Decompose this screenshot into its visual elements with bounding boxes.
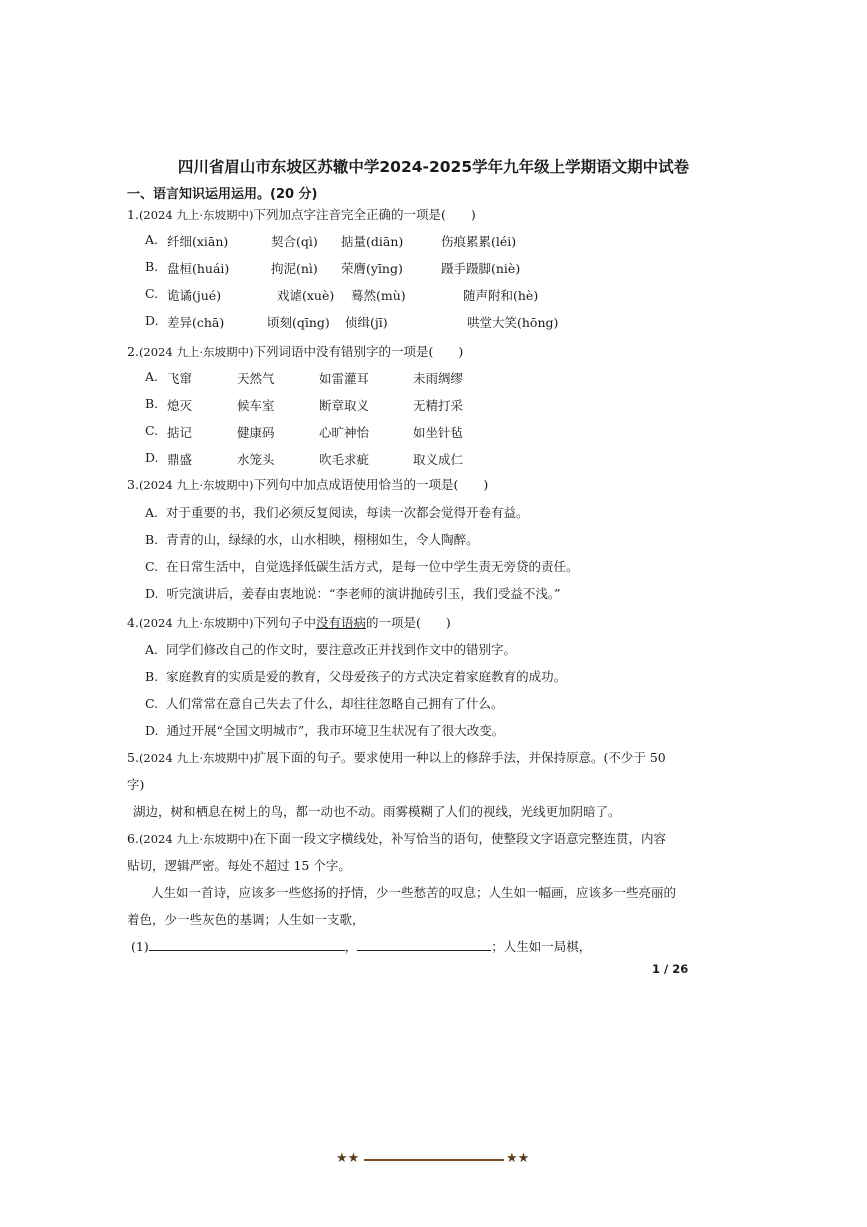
option-item: 熄灭 bbox=[167, 398, 193, 413]
question-text: 扩展下面的句子。要求使用一种以上的修辞手法，并保持原意。(不少于 50 bbox=[253, 750, 666, 765]
option-item: 候车室 bbox=[237, 398, 275, 413]
exam-title: 四川省眉山市东坡区苏辙中学2024-2025学年九年级上学期语文期中试卷 bbox=[177, 158, 690, 176]
question-4-option-b bbox=[145, 667, 566, 685]
star-icon: ★★ bbox=[506, 1151, 530, 1166]
question-3-option-a bbox=[145, 503, 528, 521]
option-item: 顷刻(qīng) bbox=[267, 315, 330, 330]
question-number: 6. bbox=[127, 831, 139, 846]
option-text: 青青的山，绿绿的水，山水相映，栩栩如生，令人陶醉。 bbox=[166, 532, 479, 547]
question-2-stem bbox=[127, 342, 463, 360]
question-6-answer-line bbox=[131, 937, 591, 955]
option-item: 如坐针毡 bbox=[413, 425, 464, 440]
option-text: 家庭教育的实质是爱的教育，父母爱孩子的方式决定着家庭教育的成功。 bbox=[166, 669, 567, 684]
option-item: 蹑手蹑脚(niè) bbox=[441, 261, 521, 276]
option-item: 盘桓(huái) bbox=[167, 261, 230, 276]
question-number: 3. bbox=[127, 477, 139, 492]
option-item: 飞窜 bbox=[167, 371, 193, 386]
option-item: 诡谲(jué) bbox=[167, 288, 222, 303]
question-source: (2024 九上·东坡期中) bbox=[138, 751, 254, 765]
question-4-option-d bbox=[145, 721, 504, 739]
option-item: 荣膺(yīng) bbox=[341, 261, 403, 276]
question-3-stem bbox=[127, 475, 488, 493]
question-6-stem bbox=[127, 829, 666, 847]
option-item: 取义成仁 bbox=[413, 452, 464, 467]
option-label: A. bbox=[145, 505, 159, 520]
option-item: 随声附和(hè) bbox=[463, 288, 539, 303]
option-text: 在日常生活中，自觉选择低碳生活方式，是每一位中学生责无旁贷的责任。 bbox=[166, 559, 579, 574]
option-label: B. bbox=[145, 532, 159, 547]
option-label: A. bbox=[145, 232, 159, 247]
question-5-stem bbox=[127, 748, 666, 766]
question-number: 1. bbox=[127, 207, 139, 222]
question-text: 下列加点字注音完全正确的一项是( ) bbox=[253, 207, 476, 222]
option-item: 戏谑(xuè) bbox=[277, 288, 335, 303]
option-item: 拘泥(nì) bbox=[271, 261, 318, 276]
blank-label: (1) bbox=[131, 939, 149, 954]
question-source: (2024 九上·东坡期中) bbox=[138, 208, 254, 222]
question-3-option-c bbox=[145, 557, 579, 575]
question-3-option-d bbox=[145, 584, 561, 602]
star-icon: ★★ bbox=[336, 1151, 360, 1166]
question-4-option-a bbox=[145, 640, 516, 658]
option-item: 掂量(diān) bbox=[341, 234, 404, 249]
option-item: 未雨绸缪 bbox=[413, 371, 464, 386]
question-number: 5. bbox=[127, 750, 139, 765]
option-label: D. bbox=[145, 313, 159, 328]
question-text: 在下面一段文字横线处，补写恰当的语句，使整段文字语意完整连贯，内容 bbox=[253, 831, 667, 846]
page-number: 1 / 26 bbox=[652, 962, 689, 976]
question-number: 2. bbox=[127, 344, 139, 359]
question-4-stem bbox=[127, 613, 451, 631]
question-text: 下列句中加点成语使用恰当的一项是( ) bbox=[253, 477, 489, 492]
question-number: 4. bbox=[127, 615, 139, 630]
option-item: 无精打采 bbox=[413, 398, 464, 413]
option-label: A. bbox=[145, 369, 159, 384]
question-source: (2024 九上·东坡期中) bbox=[138, 345, 254, 359]
option-item: 吹毛求疵 bbox=[319, 452, 370, 467]
option-item: 掂记 bbox=[167, 425, 193, 440]
option-text: 对于重要的书，我们必须反复阅读，每读一次都会觉得开卷有益。 bbox=[165, 505, 529, 520]
option-item: 鼎盛 bbox=[167, 452, 193, 467]
option-text: 听完演讲后，姜春由衷地说：“李老师的演讲抛砖引玉，我们受益不浅。” bbox=[166, 586, 561, 601]
option-item: 侦缉(jī) bbox=[345, 315, 388, 330]
option-label: B. bbox=[145, 259, 159, 274]
option-item: 水笼头 bbox=[237, 452, 275, 467]
question-3-option-b bbox=[145, 530, 479, 548]
question-source: (2024 九上·东坡期中) bbox=[138, 478, 254, 492]
option-item: 差异(chā) bbox=[167, 315, 225, 330]
question-text-underlined: 没有语病 bbox=[316, 615, 367, 630]
option-label: D. bbox=[145, 586, 159, 601]
option-item: 健康码 bbox=[237, 425, 275, 440]
question-text: 的一项是( ) bbox=[366, 615, 451, 630]
option-label: B. bbox=[145, 396, 159, 411]
option-item: 天然气 bbox=[237, 371, 275, 386]
question-5-stem-continued: 字) bbox=[127, 777, 145, 792]
option-item: 心旷神怡 bbox=[319, 425, 370, 440]
separator: ；人生如一局棋， bbox=[491, 939, 592, 954]
option-label: C. bbox=[145, 696, 159, 711]
footer-ornament bbox=[336, 1151, 532, 1167]
option-label: C. bbox=[145, 286, 159, 301]
question-source: (2024 九上·东坡期中) bbox=[138, 832, 254, 846]
answer-blank-2[interactable] bbox=[357, 938, 491, 951]
option-text: 人们常常在意自己失去了什么，却往往忽略自己拥有了什么。 bbox=[166, 696, 504, 711]
option-item: 伤痕累累(léi) bbox=[441, 234, 517, 249]
question-6-passage-line-1: 人生如一首诗，应该多一些悠扬的抒情，少一些愁苦的叹息；人生如一幅画，应该多一些亮丽的 bbox=[151, 885, 677, 900]
option-item: 纤细(xiān) bbox=[167, 234, 229, 249]
option-label: D. bbox=[145, 450, 159, 465]
ornament-divider bbox=[364, 1159, 504, 1161]
option-text: 通过开展“全国文明城市”，我市环境卫生状况有了很大改变。 bbox=[166, 723, 505, 738]
question-6-stem-continued: 贴切，逻辑严密。每处不超过 15 个字。 bbox=[127, 858, 351, 873]
question-1-stem bbox=[127, 205, 476, 223]
option-label: C. bbox=[145, 559, 159, 574]
question-6-passage-line-2: 着色，少一些灰色的基调；人生如一支歌， bbox=[127, 912, 365, 927]
separator: ， bbox=[344, 939, 358, 954]
question-text: 下列词语中没有错别字的一项是( ) bbox=[253, 344, 464, 359]
question-5-sentence: 湖边，树和栖息在树上的鸟，都一动也不动。雨雾模糊了人们的视线，光线更加阴暗了。 bbox=[133, 804, 621, 819]
section-heading: 一、语言知识运用运用。(20 分) bbox=[127, 187, 318, 202]
option-text: 同学们修改自己的作文时，要注意改正并找到作文中的错别字。 bbox=[165, 642, 516, 657]
option-label: A. bbox=[145, 642, 159, 657]
answer-blank-1[interactable] bbox=[149, 938, 345, 951]
question-source: (2024 九上·东坡期中) bbox=[138, 616, 254, 630]
option-item: 契合(qì) bbox=[271, 234, 318, 249]
option-item: 断章取义 bbox=[319, 398, 370, 413]
option-item: 如雷灌耳 bbox=[319, 371, 370, 386]
question-4-option-c bbox=[145, 694, 504, 712]
option-item: 蓦然(mù) bbox=[351, 288, 406, 303]
option-item: 哄堂大笑(hōng) bbox=[467, 315, 559, 330]
question-text: 下列句子中 bbox=[253, 615, 317, 630]
option-label: D. bbox=[145, 723, 159, 738]
option-label: B. bbox=[145, 669, 159, 684]
option-label: C. bbox=[145, 423, 159, 438]
